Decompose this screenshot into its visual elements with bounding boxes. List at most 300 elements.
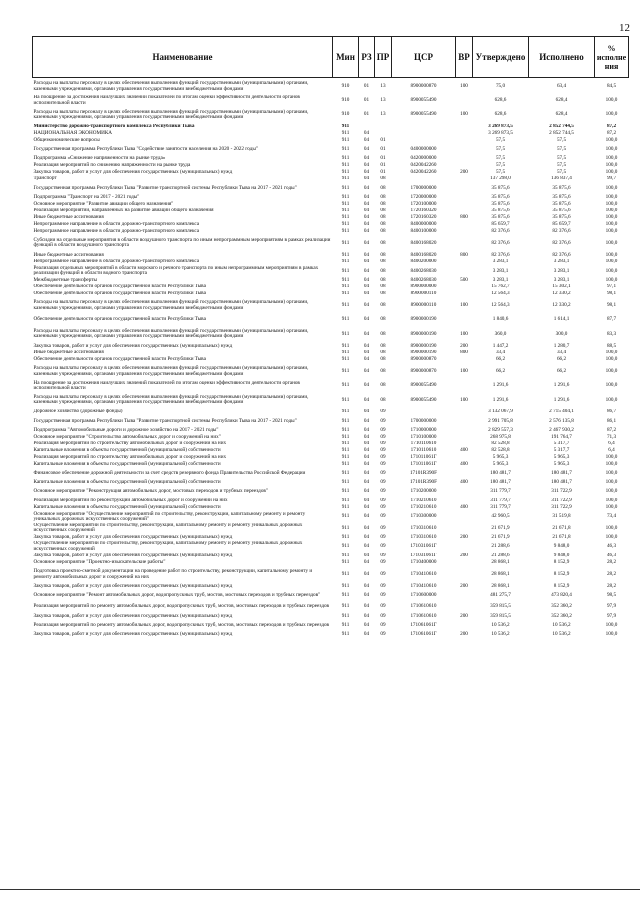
row-name: Министерство дорожно-транспортного комплекса Республики Тыва — [33, 123, 195, 130]
row-target-article: 1710610610 — [410, 603, 437, 610]
row-approved: 66,2 — [495, 368, 506, 375]
row-subsection-code: 08 — [380, 194, 386, 200]
row-approved: 21 288,6 — [491, 552, 510, 559]
table-row — [33, 201, 629, 208]
row-target-article: 1710310610 — [410, 534, 437, 540]
row-executed: 35 875,6 — [552, 194, 571, 200]
table-row — [33, 454, 629, 461]
row-ministry-code: 911 — [341, 251, 350, 258]
row-name: Капитальные вложения в объекты государственной (муниципальной) собственности — [33, 461, 221, 467]
row-percent: 100,0 — [605, 469, 618, 476]
row-approved: 57,5 — [495, 155, 506, 162]
row-approved: 3 269 873,5 — [488, 123, 513, 130]
table-row — [33, 541, 629, 553]
table-row — [33, 380, 629, 392]
row-name: Непрограммное направление в области дорожно-транспортного комплекса — [33, 228, 200, 234]
row-ministry-code: 911 — [341, 276, 350, 283]
row-executed: 473 820,4 — [551, 591, 572, 598]
row-target-article: 1710210610 — [410, 504, 437, 511]
row-approved: 10 536,2 — [491, 621, 510, 628]
row-target-article: 1720000000 — [410, 194, 437, 200]
row-percent: 100,0 — [605, 97, 618, 104]
row-subsection-code: 01 — [380, 145, 386, 152]
row-ministry-code: 911 — [341, 349, 350, 356]
row-target-article: 8900055490 — [410, 111, 437, 118]
row-subsection-code: 09 — [380, 631, 386, 637]
row-subsection-code: 08 — [380, 239, 386, 246]
row-ministry-code: 911 — [341, 200, 350, 207]
row-name: Капитальные вложения в объекты государственной (муниципальной) собственности — [33, 447, 221, 454]
row-percent: 100,0 — [605, 368, 618, 375]
row-subsection-code: 09 — [380, 603, 386, 610]
row-executed: 12 330,2 — [552, 290, 571, 297]
row-target-article: 1710410610 — [410, 570, 437, 577]
row-percent: 99,7 — [606, 175, 617, 182]
row-name: Реализация отдельных мероприятий в области морского и речного транспорта по иным непрограммным мероприятиям в рамках реализации функций в области водного транспорта — [33, 265, 319, 277]
row-target-article: 0420042260 — [410, 168, 437, 175]
row-percent: 6,4 — [608, 447, 615, 454]
row-subsection-code: 08 — [380, 356, 386, 363]
row-executed: 85 659,7 — [552, 221, 571, 227]
table-row — [33, 486, 629, 498]
row-section-code: 04 — [363, 200, 370, 207]
row-expense-type — [456, 155, 473, 162]
table-row — [33, 221, 629, 228]
row-approved: 268 975,8 — [490, 433, 511, 440]
row-expense-type — [456, 427, 473, 434]
table-row — [33, 620, 629, 632]
row-expense-type: 200 — [460, 612, 468, 619]
table-row — [33, 504, 629, 511]
row-subsection-code: 08 — [380, 316, 386, 323]
row-percent: 97,9 — [606, 612, 617, 619]
row-section-code: 04 — [363, 356, 370, 363]
row-target-article: 17101R390F — [409, 469, 438, 476]
row-subsection-code: 09 — [380, 479, 386, 485]
row-target-article: 1710300000 — [410, 513, 437, 520]
row-approved: 359 815,5 — [490, 612, 511, 619]
row-ministry-code: 910 — [341, 111, 350, 118]
row-subsection-code: 13 — [380, 82, 386, 89]
row-expense-type: 400 — [460, 447, 468, 454]
row-approved: 2 991 705,8 — [488, 417, 513, 424]
row-ministry-code: 911 — [341, 524, 350, 531]
table-row — [33, 137, 629, 144]
row-expense-type — [456, 416, 473, 428]
row-approved: 1 291,6 — [492, 396, 509, 403]
row-ministry-code: 911 — [341, 621, 350, 628]
row-name: Иные бюджетные ассигнования — [33, 349, 104, 356]
row-executed: 5 965,3 — [553, 454, 570, 460]
row-subsection-code: 09 — [380, 591, 386, 598]
row-ministry-code: 911 — [341, 543, 350, 550]
row-section-code: 04 — [363, 258, 370, 265]
row-section-code: 04 — [363, 433, 370, 440]
row-percent: 100,0 — [605, 155, 618, 162]
row-percent: 100,0 — [605, 382, 618, 389]
row-percent: 100,0 — [605, 137, 618, 143]
row-ministry-code: 911 — [341, 258, 350, 265]
table-row — [33, 583, 629, 590]
row-section-code: 04 — [363, 145, 370, 152]
row-percent: 100,0 — [605, 621, 618, 628]
row-subsection-code: 01 — [380, 162, 386, 168]
table-row — [33, 265, 629, 277]
row-ministry-code: 911 — [341, 302, 350, 309]
row-expense-type — [456, 176, 473, 183]
table-row — [33, 350, 629, 357]
row-subsection-code: 09 — [380, 447, 386, 454]
row-target-article: 1720100000 — [410, 200, 437, 207]
row-subsection-code: 09 — [380, 417, 386, 424]
row-executed: 10 536,2 — [552, 631, 571, 637]
row-expense-type — [456, 201, 473, 208]
row-approved: 66,2 — [495, 356, 506, 363]
row-ministry-code: 911 — [341, 194, 350, 200]
row-name: Основное мероприятие "Строительство автомобильных дорог и сооружений на них" — [33, 433, 221, 440]
row-executed: 136 837,4 — [551, 175, 572, 182]
row-approved: 82 376,6 — [491, 228, 510, 234]
row-percent: 73,4 — [606, 513, 617, 520]
row-target-article: 171011061Г — [410, 461, 437, 467]
row-section-code: 04 — [363, 267, 370, 274]
row-subsection-code: 09 — [380, 497, 386, 504]
row-target-article: 171031061Г — [410, 543, 437, 550]
row-subsection-code: 09 — [380, 543, 386, 550]
row-executed: 1 280,7 — [553, 342, 570, 349]
row-percent: 46,3 — [606, 543, 617, 550]
row-subsection-code: 08 — [380, 290, 386, 297]
row-ministry-code: 911 — [341, 168, 350, 175]
table-row — [33, 214, 629, 221]
row-subsection-code: 09 — [380, 504, 386, 511]
row-ministry-code: 911 — [341, 155, 350, 162]
row-section-code — [359, 124, 375, 131]
row-expense-type: 200 — [460, 631, 468, 637]
table-row — [33, 130, 629, 137]
row-name: Обеспечение деятельности органов государственной власти Республики Тыва — [33, 316, 206, 323]
row-expense-type — [456, 235, 473, 252]
row-name: Закупка товаров, работ и услуг для обеспечения государственных (муниципальных) нужд — [33, 342, 233, 349]
row-approved: 82 376,6 — [491, 239, 510, 246]
row-section-code: 04 — [363, 330, 370, 337]
row-expense-type: 200 — [460, 552, 468, 559]
row-expense-type — [456, 409, 473, 416]
row-executed: 300,0 — [555, 330, 568, 337]
row-expense-type: 200 — [460, 534, 468, 540]
row-ministry-code: 911 — [341, 283, 350, 290]
row-name: НАЦИОНАЛЬНАЯ ЭКОНОМИКА — [33, 130, 113, 136]
row-percent: 100,0 — [605, 454, 618, 460]
row-ministry-code: 911 — [341, 175, 350, 182]
row-target-article: 8900055490 — [410, 382, 437, 389]
row-expense-type — [456, 559, 473, 566]
row-target-article: 1720160320 — [410, 207, 437, 214]
row-approved: 42 960,5 — [491, 513, 510, 520]
row-subsection-code: 08 — [380, 382, 386, 389]
row-subsection-code: 08 — [380, 302, 386, 309]
row-subsection-code: 09 — [380, 461, 386, 467]
row-approved: 180 481,7 — [490, 469, 511, 476]
row-expense-type: 400 — [460, 461, 468, 467]
row-subsection-code: 08 — [380, 342, 386, 349]
row-ministry-code: 911 — [341, 330, 350, 337]
row-executed: 35 875,6 — [552, 184, 571, 191]
row-approved: 5 965,3 — [492, 461, 509, 467]
row-executed: 57,5 — [556, 145, 567, 152]
row-approved: 1 291,6 — [492, 382, 509, 389]
row-approved: 1 447,2 — [492, 342, 509, 349]
footer-divider — [0, 889, 640, 890]
row-target-article: 0420042260 — [410, 162, 437, 168]
row-percent: 100,0 — [605, 168, 618, 175]
row-target-article: 1710210610 — [410, 497, 437, 504]
row-approved: 82 376,6 — [491, 251, 510, 258]
row-approved: 75,0 — [495, 82, 506, 89]
row-ministry-code: 911 — [341, 479, 350, 485]
row-percent: 100,0 — [605, 221, 618, 227]
row-expense-type — [456, 183, 473, 195]
row-name: Основное мероприятие "Ремонт автомобильных дорог, водопропускных труб, мостов, мостовых переходов и трубных переездов" — [33, 591, 321, 598]
row-subsection-code: 13 — [380, 97, 386, 104]
row-subsection-code: 09 — [380, 570, 386, 577]
row-executed: 311 722,9 — [551, 488, 572, 495]
row-executed: 66,2 — [556, 356, 567, 363]
row-name: Общеэкономические вопросы — [33, 137, 100, 143]
row-executed: 3 283,1 — [553, 276, 570, 283]
row-executed: 10 536,2 — [552, 621, 571, 628]
row-percent: 100,0 — [605, 194, 618, 200]
row-section-code: 04 — [363, 559, 370, 565]
row-section-code: 04 — [363, 469, 370, 476]
row-executed: 352 360,2 — [551, 603, 572, 610]
row-expense-type — [456, 144, 473, 156]
row-executed: 2 576 135,8 — [549, 417, 574, 424]
row-name: Основное мероприятие "Проектно-изыскательские работы" — [33, 559, 166, 565]
row-name: Подпрограмма "Транспорт на 2017 - 2021 годы" — [33, 194, 140, 200]
row-section-code: 04 — [363, 194, 370, 200]
row-target-article — [392, 409, 456, 416]
table-row — [33, 553, 629, 560]
row-ministry-code: 911 — [341, 591, 350, 598]
row-section-code: 04 — [363, 396, 370, 403]
row-expense-type: 100 — [460, 330, 468, 337]
row-approved: 85 659,7 — [491, 221, 510, 227]
row-section-code: 04 — [363, 290, 370, 297]
row-executed: 8 152,9 — [553, 570, 570, 577]
table-row — [33, 235, 629, 252]
row-section-code: 04 — [363, 184, 370, 191]
header-min: Мин — [333, 37, 359, 78]
row-approved: 3 283,1 — [492, 276, 509, 283]
row-ministry-code: 911 — [341, 221, 350, 227]
row-subsection-code: 09 — [380, 612, 386, 619]
row-name: Закупка товаров, работ и услуг для обеспечения государственных (муниципальных) нужд — [33, 631, 233, 637]
row-section-code: 01 — [363, 97, 370, 104]
row-subsection-code: 09 — [380, 469, 386, 476]
row-target-article: 8400168020 — [410, 251, 437, 258]
row-target-article: 0420000000 — [410, 155, 437, 162]
row-name: Расходы на выплаты персоналу в целях обеспечения выполнения функций государственными (муниципальными) органами, казенными учреждениями, органами управления государственными внебюджетными фондами — [33, 299, 309, 311]
row-expense-type: 400 — [460, 504, 468, 511]
row-executed: 63,4 — [556, 82, 567, 89]
row-subsection-code: 08 — [380, 368, 386, 375]
row-section-code: 04 — [363, 552, 370, 559]
table-row — [33, 228, 629, 235]
row-approved: 481 275,7 — [490, 591, 511, 598]
row-name: Капитальные вложения в объекты государственной (муниципальной) собственности — [33, 504, 221, 511]
row-name: Основное мероприятие "Развитие авиации общего назначения" — [33, 200, 174, 207]
row-section-code: 04 — [363, 130, 370, 136]
row-executed: 12 330,2 — [552, 302, 571, 309]
row-expense-type — [456, 314, 473, 326]
table-row — [33, 183, 629, 195]
row-section-code: 04 — [363, 488, 370, 495]
table-row — [33, 631, 629, 638]
row-target-article — [392, 176, 456, 183]
table-row — [33, 409, 629, 416]
row-expense-type — [456, 541, 473, 553]
row-ministry-code: 911 — [341, 214, 350, 221]
row-section-code: 04 — [363, 408, 370, 415]
row-target-article: 8400268030 — [410, 267, 437, 274]
row-expense-type — [456, 380, 473, 392]
row-approved: 57,5 — [495, 168, 506, 175]
table-row — [33, 169, 629, 176]
row-target-article: 1710400000 — [410, 559, 437, 565]
row-expense-type — [456, 124, 473, 131]
row-expense-type — [456, 486, 473, 498]
row-name: Реализация мероприятий по строительству автомобильных дорог и сооружений на них — [33, 454, 227, 460]
row-section-code: 04 — [363, 239, 370, 246]
row-section-code: 04 — [363, 631, 370, 637]
row-section-code: 04 — [363, 513, 370, 520]
row-percent: 100,0 — [605, 214, 618, 221]
row-executed: 9 848,0 — [553, 552, 570, 559]
row-name: Иные бюджетные ассигнования — [33, 214, 104, 221]
row-target-article — [392, 124, 456, 131]
table-body — [33, 78, 629, 638]
row-subsection-code: 09 — [380, 427, 386, 433]
row-name: Субсидии на отдельные мероприятия в области воздушного транспорта по иным непрограммным мероприятиям в рамках реализации функций в области воздушного транспорта — [33, 236, 331, 249]
row-expense-type: 100 — [460, 302, 468, 309]
row-approved: 3 269 873,5 — [488, 130, 513, 136]
row-subsection-code: 09 — [380, 488, 386, 495]
row-executed: 57,5 — [556, 168, 567, 175]
row-section-code: 04 — [363, 497, 370, 504]
row-section-code: 04 — [363, 155, 370, 162]
table-row — [33, 613, 629, 620]
row-section-code: 04 — [363, 214, 370, 221]
row-percent: 87,2 — [606, 130, 617, 136]
row-ministry-code: 911 — [341, 290, 350, 297]
row-executed: 5 317,7 — [553, 447, 570, 454]
row-percent: 98,1 — [606, 290, 617, 297]
row-approved: 28 868,1 — [491, 583, 510, 589]
row-target-article: 171061061Г — [410, 621, 437, 628]
header-name: Наименование — [33, 37, 333, 78]
row-approved: 57,5 — [495, 162, 506, 168]
row-subsection-code — [375, 130, 392, 137]
row-executed: 82 376,6 — [552, 228, 571, 234]
row-percent: 100,0 — [605, 461, 618, 467]
row-ministry-code: 911 — [341, 267, 350, 274]
row-subsection-code: 08 — [380, 175, 386, 182]
table-row — [33, 326, 629, 343]
row-subsection-code: 13 — [380, 111, 386, 118]
table-row — [33, 566, 629, 583]
row-executed: 311 722,9 — [551, 504, 572, 511]
table-row — [33, 559, 629, 566]
row-subsection-code: 09 — [380, 524, 386, 531]
row-percent: 100,0 — [605, 356, 618, 363]
row-executed: 33,4 — [556, 349, 567, 356]
row-ministry-code: 911 — [341, 417, 350, 424]
budget-execution-table — [32, 36, 629, 638]
row-expense-type — [456, 208, 473, 215]
row-subsection-code: 09 — [380, 552, 386, 559]
row-percent: 28,2 — [606, 559, 617, 565]
table-row — [33, 416, 629, 428]
row-section-code: 04 — [363, 524, 370, 531]
row-section-code: 04 — [363, 175, 370, 182]
row-name: Межбюджетные трансферты — [33, 276, 98, 283]
row-target-article: 1710600000 — [410, 591, 437, 598]
row-target-article: 1710200000 — [410, 488, 437, 495]
row-executed: 35 875,6 — [552, 200, 571, 207]
row-percent: 83,3 — [606, 330, 617, 337]
row-target-article: 1720160320 — [410, 214, 437, 221]
table-row — [33, 297, 629, 314]
row-name: Расходы на выплаты персоналу в целях обеспечения выполнения функций государственными (муниципальными) органами, казенными учреждениями, органами управления государственными внебюджетными фондами — [33, 108, 309, 120]
row-target-article: 1710100000 — [410, 433, 437, 440]
row-approved: 1 840,6 — [492, 316, 509, 323]
row-name: Обеспечение деятельности органов государственной власти Республики Тыва — [33, 356, 206, 363]
row-expense-type — [456, 434, 473, 441]
row-target-article: 8900055490 — [410, 97, 437, 104]
row-target-article: 1710410610 — [410, 583, 437, 589]
row-name: Реализация мероприятий по реконструкции автомобильных дорог и сооружений на них — [33, 497, 228, 504]
row-target-article: 8900000870 — [410, 82, 437, 89]
row-executed: 2 715 404,1 — [549, 408, 574, 415]
table-row — [33, 447, 629, 454]
row-percent: 98,5 — [606, 591, 617, 598]
row-target-article: 8400168020 — [410, 239, 437, 246]
row-percent: 88,5 — [606, 342, 617, 349]
header-vr: ВР — [456, 37, 473, 78]
row-percent: 100,0 — [605, 207, 618, 214]
row-target-article: 1710110610 — [410, 447, 437, 454]
row-executed: 21 671,8 — [552, 534, 571, 540]
row-percent: 100,0 — [605, 276, 618, 283]
table-row — [33, 78, 629, 96]
table-row — [33, 107, 629, 124]
row-target-article: 8400000000 — [410, 221, 437, 227]
row-target-article: 8400268030 — [410, 276, 437, 283]
row-ministry-code: 911 — [341, 504, 350, 511]
row-ministry-code: 911 — [341, 316, 350, 323]
row-target-article: 1710610610 — [410, 612, 437, 619]
table-row — [33, 441, 629, 448]
row-section-code: 04 — [363, 276, 370, 283]
row-target-article: 8900000870 — [410, 356, 437, 363]
row-approved: 137 298,0 — [490, 175, 511, 182]
row-ministry-code: 911 — [341, 461, 350, 467]
row-ministry-code: 911 — [341, 534, 350, 540]
row-name: Закупка товаров, работ и услуг для обеспечения государственных (муниципальных) нужд — [33, 612, 233, 619]
row-expense-type — [456, 511, 473, 523]
row-expense-type: 500 — [460, 276, 468, 283]
